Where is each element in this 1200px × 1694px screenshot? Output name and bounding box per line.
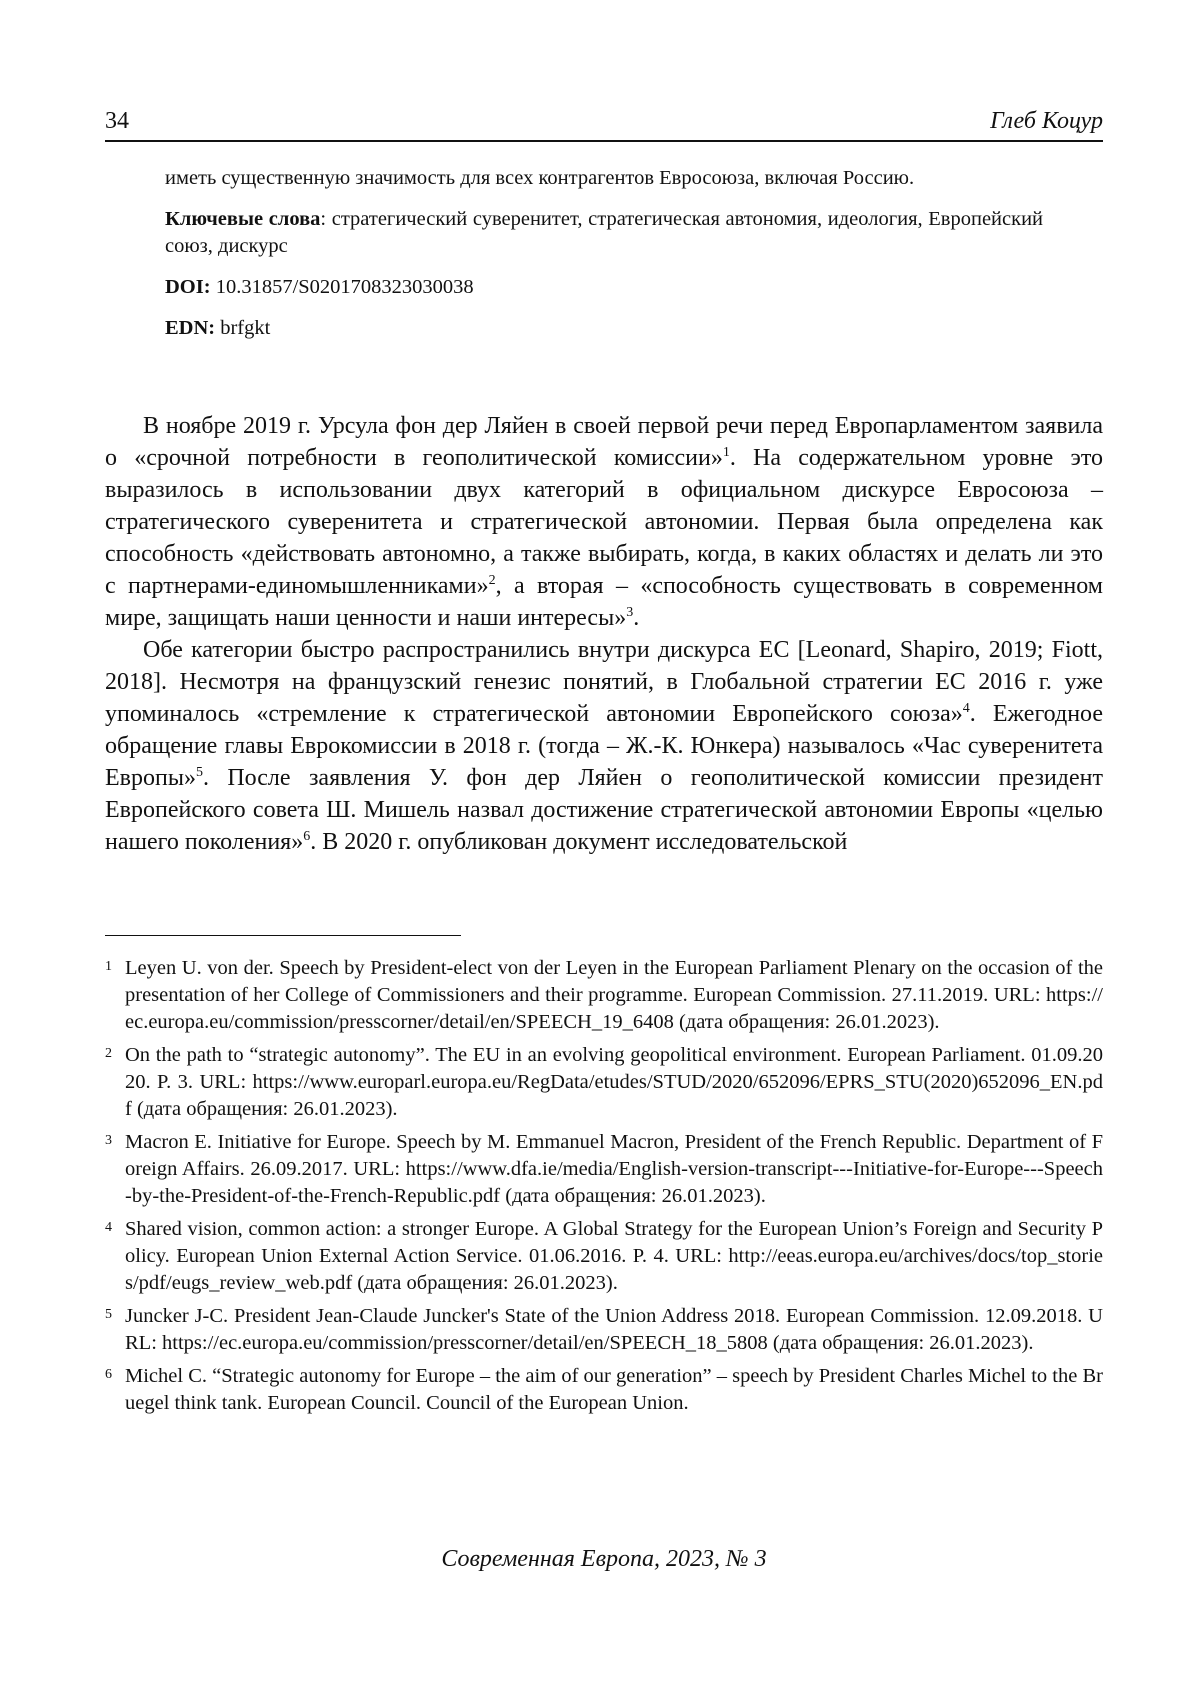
footnote-ref-2[interactable]: 2 xyxy=(488,573,496,588)
page-number: 34 xyxy=(105,108,129,134)
body-text-span: , а вторая – «способность существовать в современном мире, защищать наши ценности и наши интересы» xyxy=(105,573,1103,631)
body-text-span: В ноябре 2019 г. Урсула фон дер Ляйен в своей первой речи перед Европарламентом заявила о «срочной потребности в геополитической комиссии» xyxy=(105,413,1103,471)
footnote-text: Macron E. Initiative for Europe. Speech by M. Emmanuel Macron, President of the French Republic. Department of Foreign Affairs. 26.09.2017. URL: https://www.dfa.ie/media/English-version-transcript---Initiative-for-Europe---Speech-by-the-President-of-the-French-Republic.pdf (дата обращения: 26.01.2023). xyxy=(125,1131,1103,1207)
body-text-span: . В 2020 г. опубликован документ исследовательской xyxy=(310,829,848,855)
footnote-text: Shared vision, common action: a stronger Europe. A Global Strategy for the European Union’s Foreign and Security Policy. European Union External Action Service. 01.06.2016. P. 4. URL: http://eeas.europa.eu/archives/docs/top_stories/pdf/eugs_review_web.pdf (дата обращения: 26.01.2023). xyxy=(125,1218,1103,1294)
keywords-text: : стратегический суверенитет, стратегическая автономия, идеология, Европейский союз, дискурс xyxy=(165,208,1044,257)
body-paragraph-2 xyxy=(105,634,1103,858)
footnote-ref-5[interactable]: 5 xyxy=(195,765,203,780)
edn-label: EDN: xyxy=(165,317,216,339)
footnote-text: On the path to “strategic autonomy”. The EU in an evolving geopolitical environment. European Parliament. 01.09.2020. P. 3. URL: https://www.europarl.europa.eu/RegData/etudes/STUD/2020/652096/EPRS_STU(2020)652096_EN.pdf (дата обращения: 26.01.2023). xyxy=(125,1044,1103,1120)
abstract-continuation: иметь существенную значимость для всех контрагентов Евросоюза, включая Россию. xyxy=(165,167,915,189)
body-paragraph-1 xyxy=(105,410,1103,634)
edn xyxy=(165,315,1043,342)
footnote-ref-4[interactable]: 4 xyxy=(962,701,970,716)
body-text-span: . На содержательном уровне это выразилось в использовании двух категорий в официальном дискурсе Евросоюза – стратегического суверенитета и стратегической автономии. Первая была определена как способность «действовать автономно, а также выбирать, когда, в каких областях и делать ли это с партнерами-единомышленниками» xyxy=(105,445,1104,599)
footnote-2 xyxy=(105,1042,1103,1123)
footnote-text: Michel C. “Strategic autonomy for Europe – the aim of our generation” – speech by President Charles Michel to the Bruegel think tank. European Council. Council of the European Union. xyxy=(125,1365,1103,1414)
body-text-span: Обе категории быстро распространились внутри дискурса ЕС [Leonard, Shapiro, 2019; Fiott, 2018]. Несмотря на французский генезис понятий, в Глобальной стратегии ЕС 2016 г. уже упоминалось «стремление к стратегической автономии Европейского союза» xyxy=(105,637,1103,727)
footnote-number: 4 xyxy=(105,1220,112,1235)
footnote-3 xyxy=(105,1129,1103,1210)
footnote-text: Leyen U. von der. Speech by President-elect von der Leyen in the European Parliament Plenary on the occasion of the presentation of her College of Commissioners and their programme. European Commission. 27.11.2019. URL: https://ec.europa.eu/commission/presscorner/detail/en/SPEECH_19_6408 (дата обращения: 26.01.2023). xyxy=(125,957,1103,1033)
footnote-number: 1 xyxy=(105,959,112,974)
footnote-5 xyxy=(105,1303,1103,1357)
footnote-number: 2 xyxy=(105,1046,112,1061)
page xyxy=(105,0,1103,1694)
keywords-label: Ключевые слова xyxy=(165,208,321,230)
footnote-ref-3[interactable]: 3 xyxy=(626,605,634,620)
running-header xyxy=(105,108,1103,142)
body-text-span: . xyxy=(633,605,640,631)
footnote-number: 3 xyxy=(105,1133,112,1148)
doi-value[interactable]: 10.31857/S0201708323030038 xyxy=(210,276,474,298)
body-text-span: . Ежегодное обращение главы Еврокомиссии в 2018 г. (тогда – Ж.-К. Юнкера) называлось «Час суверенитета Европы» xyxy=(105,701,1103,791)
footnote-number: 6 xyxy=(105,1367,112,1382)
footnote-6 xyxy=(105,1363,1103,1417)
footnote-1 xyxy=(105,955,1103,1036)
footnotes xyxy=(105,955,1103,1423)
footnote-text: Juncker J-C. President Jean-Claude Juncker's State of the Union Address 2018. European Commission. 12.09.2018. URL: https://ec.europa.eu/commission/presscorner/detail/en/SPEECH_18_5808 (дата обращения: 26.01.2023). xyxy=(125,1305,1103,1354)
edn-value: brfgkt xyxy=(215,317,271,339)
journal-footer: Современная Европа, 2023, № 3 xyxy=(441,1546,767,1572)
body-text-span: . После заявления У. фон дер Ляйен о геополитической комиссии президент Европейского совета Ш. Мишель назвал достижение стратегической автономии Европы «целью нашего поколения» xyxy=(105,765,1103,855)
running-author: Глеб Коцур xyxy=(990,108,1103,134)
doi-label: DOI: xyxy=(165,276,211,298)
keywords xyxy=(165,206,1043,260)
footnote-number: 5 xyxy=(105,1307,112,1322)
footnote-divider xyxy=(105,935,461,936)
footnote-4 xyxy=(105,1216,1103,1297)
doi xyxy=(165,274,1043,301)
abstract-block xyxy=(165,165,1043,356)
body-text xyxy=(105,410,1103,858)
footnote-ref-6[interactable]: 6 xyxy=(303,829,311,844)
footnote-ref-1[interactable]: 1 xyxy=(722,445,730,460)
